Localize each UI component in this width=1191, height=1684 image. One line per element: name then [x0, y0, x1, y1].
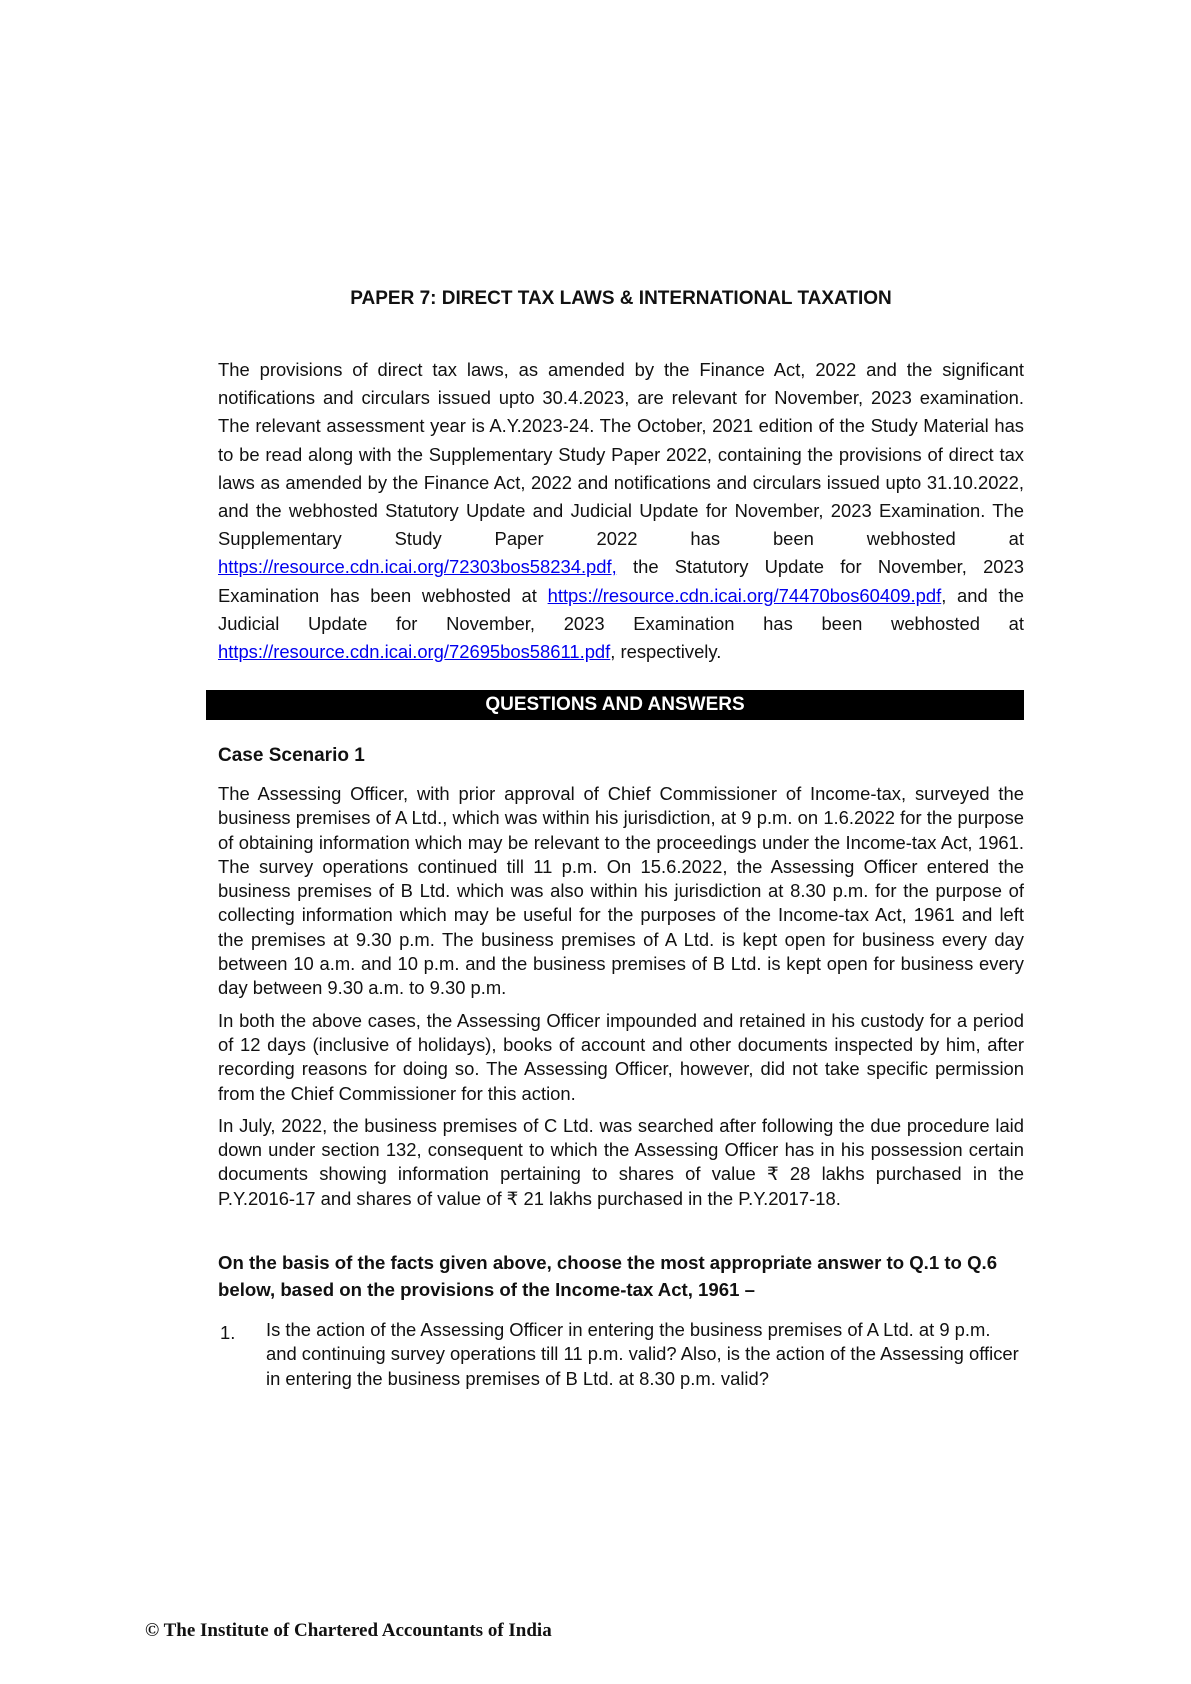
case-scenario-body — [218, 782, 1024, 1219]
intro-text-1: The provisions of direct tax laws, as amended by the Finance Act, 2022 and the significant notifications and circulars issued upto 30.4.2023, are relevant for November, 2023 examination. The relevant assessment year is A.Y.2023-24. The October, 2021 edition of the Study Material has to be read along with the Supplementary Study Paper 2022, containing the provisions of direct tax laws as amended by the Finance Act, 2022 and notifications and circulars issued upto 31.10.2022, and the webhosted Statutory Update and Judicial Update for November, 2023 Examination. The Supplementary Study Paper 2022 has been webhosted at — [218, 359, 1024, 550]
case-paragraph: In both the above cases, the Assessing Officer impounded and retained in his custody for a period of 12 days (inclusive of holidays), books of account and other documents inspected by him, after recording reasons for doing so. The Assessing Officer, however, did not take specific permission from the Chief Commissioner for this action. — [218, 1009, 1024, 1104]
section-heading-bar: QUESTIONS AND ANSWERS — [206, 690, 1024, 720]
question-item — [218, 1318, 1024, 1391]
statutory-update-link[interactable]: https://resource.cdn.icai.org/74470bos60409.pdf — [547, 584, 942, 606]
supplementary-study-paper-link[interactable]: https://resource.cdn.icai.org/72303bos58234.pdf, — [218, 556, 617, 578]
question-text: Is the action of the Assessing Officer in entering the business premises of A Ltd. at 9 p.m. and continuing survey operations till 11 p.m. valid? Also, is the action of the Assessing officer in entering the business premises of B Ltd. at 8.30 p.m. valid? — [266, 1319, 1019, 1389]
intro-paragraph — [218, 356, 1024, 666]
intro-text-2: the Statutory Update for November, 2023 Examination has been webhosted at — [218, 556, 1024, 606]
case-scenario-heading: Case Scenario 1 — [218, 745, 365, 766]
page-title: PAPER 7: DIRECT TAX LAWS & INTERNATIONAL TAXATION — [350, 288, 892, 309]
intro-text-3: , and the Judicial Update for November, 2023 Examination has been webhosted at — [218, 584, 1025, 634]
intro-text-4: , respectively. — [610, 641, 722, 663]
case-paragraph: In July, 2022, the business premises of C Ltd. was searched after following the due procedure laid down under section 132, consequent to which the Assessing Officer has in his possession certain documents showing information pertaining to shares of value ₹ 28 lakhs purchased in the P.Y.2016-17 and shares of value of ₹ 21 lakhs purchased in the P.Y.2017-18. — [218, 1114, 1024, 1209]
case-paragraph: The Assessing Officer, with prior approval of Chief Commissioner of Income-tax, surveyed the business premises of A Ltd., which was within his jurisdiction, at 9 p.m. on 1.6.2022 for the purpose of obtaining information which may be relevant to the proceedings under the Income-tax Act, 1961. The survey operations continued till 11 p.m. On 15.6.2022, the Assessing Officer entered the business premises of B Ltd. which was also within his jurisdiction at 8.30 p.m. for the purpose of collecting information which may be useful for the purposes of the Income-tax Act, 1961 and left the premises at 9.30 p.m. The business premises of A Ltd. is kept open for business every day between 10 a.m. and 10 p.m. and the business premises of B Ltd. is kept open for business every day between 9.30 a.m. to 9.30 p.m. — [218, 783, 1024, 999]
question-number: 1. — [220, 1322, 236, 1343]
copyright-footer: © The Institute of Chartered Accountants of India — [145, 1620, 552, 1641]
judicial-update-link[interactable]: https://resource.cdn.icai.org/72695bos58611.pdf — [218, 641, 611, 663]
question-instruction: On the basis of the facts given above, choose the most appropriate answer to Q.1 to Q.6 below, based on the provisions of the Income-tax Act, 1961 – — [218, 1252, 998, 1300]
